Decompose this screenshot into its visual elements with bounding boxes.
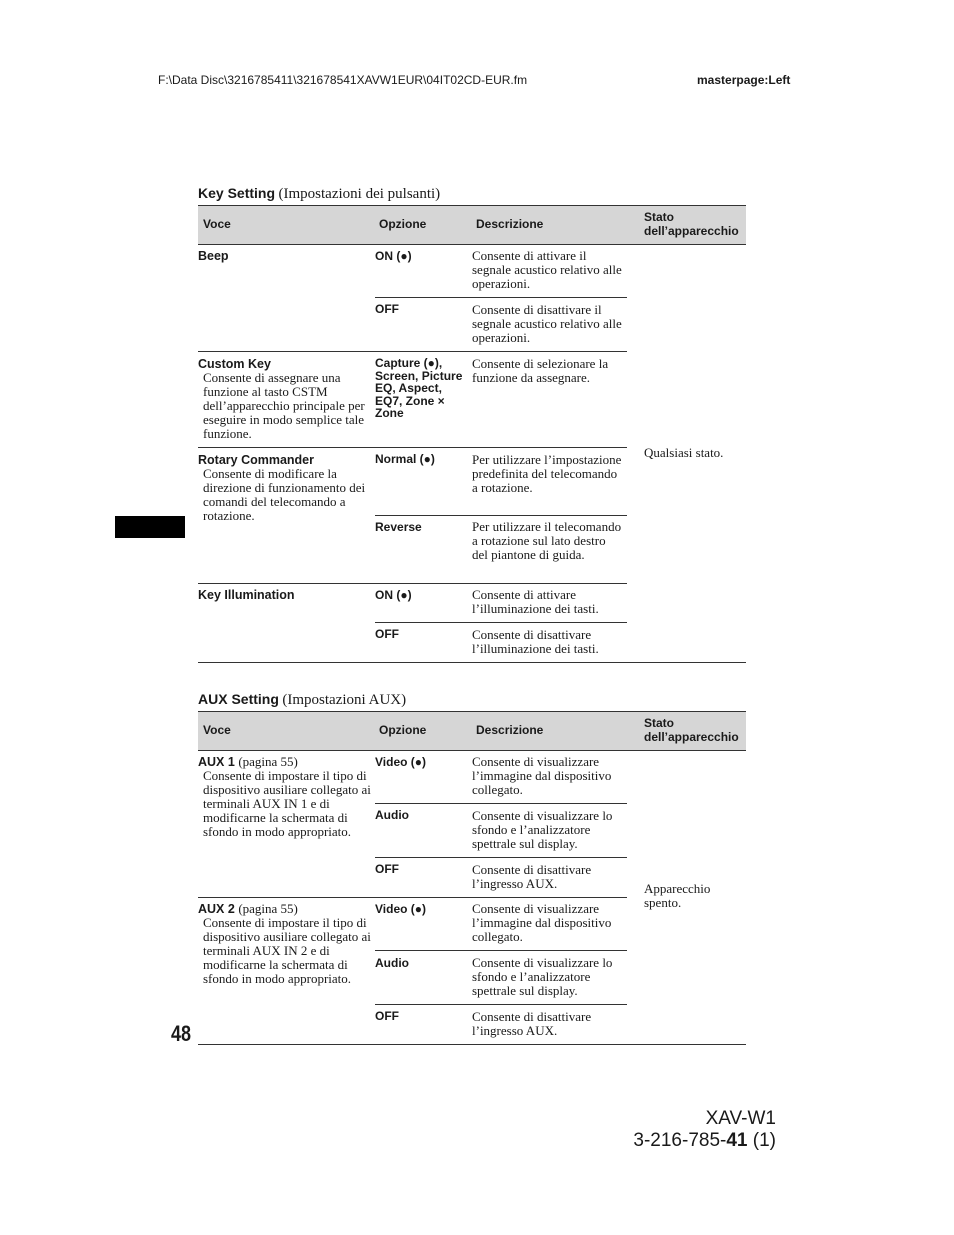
item-custom-key: Custom Key: [198, 357, 271, 371]
item-description: Consente di impostare il tipo di dispositivo ausiliare collegato ai terminali AUX IN 2 e di modificarne la schermata di sfondo in modo appropriato.: [203, 915, 371, 986]
option-desc: Consente di selezionare la funzione da assegnare.: [472, 356, 609, 385]
option-label: Video (●): [375, 755, 427, 769]
section-subtitle: (Impostazioni AUX): [282, 692, 407, 708]
option-desc: Consente di attivare l’illuminazione dei tasti.: [472, 587, 599, 616]
option-desc: Consente di visualizzare l’immagine dal dispositivo collegato.: [472, 901, 612, 944]
option-label: ON (●): [375, 588, 412, 602]
option-label: Capture (●), Screen, Picture EQ, Aspect, EQ7, Zone × Zone: [375, 356, 463, 420]
row-divider: [375, 857, 627, 858]
item-title: AUX 1: [198, 755, 235, 769]
item-key-illumination: Key Illumination: [198, 588, 295, 602]
option-label: Audio: [375, 808, 409, 822]
row-divider: [198, 351, 627, 352]
option-label: Reverse: [375, 520, 422, 534]
state-value: Qualsiasi stato.: [644, 445, 724, 460]
col-descrizione: Descrizione: [476, 723, 544, 737]
row-divider: [375, 515, 627, 516]
item-aux-2: [198, 902, 298, 916]
model-name: XAV-W1: [705, 1108, 776, 1129]
item-title: AUX 2: [198, 902, 235, 916]
section-title-bold: Key Setting: [198, 185, 276, 201]
aux-setting-title: [198, 691, 406, 709]
option-label: OFF: [375, 1009, 399, 1023]
model-info: [633, 1108, 776, 1152]
option-label: Video (●): [375, 902, 427, 916]
item-rotary-commander: Rotary Commander: [198, 453, 314, 467]
key-setting-table-header: [198, 205, 746, 245]
section-subtitle: (Impostazioni dei pulsanti): [278, 186, 441, 202]
model-code-bold: 41: [726, 1130, 748, 1151]
option-desc: Consente di visualizzare l’immagine dal dispositivo collegato.: [472, 754, 612, 797]
model-code-suffix: (1): [747, 1130, 776, 1151]
section-title-bold: AUX Setting: [198, 691, 279, 707]
col-opzione: Opzione: [379, 217, 427, 231]
table-bottom-rule: [198, 662, 746, 663]
masterpage-label: masterpage:Left: [697, 73, 791, 87]
option-label: ON (●): [375, 249, 412, 263]
item-beep: Beep: [198, 249, 229, 263]
option-label: OFF: [375, 627, 399, 641]
item-description: Consente di modificare la direzione di funzionamento dei comandi del telecomando a rotazione.: [203, 466, 366, 523]
option-desc: Consente di visualizzare lo sfondo e l’analizzatore spettrale sul display.: [472, 955, 613, 998]
page-number: 48: [171, 1021, 192, 1046]
model-code-prefix: 3-216-785-: [633, 1130, 727, 1151]
state-value: Apparecchio spento.: [644, 881, 711, 910]
option-desc: Consente di disattivare il segnale acustico relativo alle operazioni.: [472, 302, 622, 345]
page-reference: (pagina 55): [238, 901, 298, 916]
col-voce: Voce: [203, 723, 231, 737]
option-desc: Per utilizzare l’impostazione predefinita del telecomando a rotazione.: [472, 452, 622, 495]
row-divider: [375, 622, 627, 623]
item-aux-1: [198, 755, 298, 769]
col-stato: Stato dell’apparecchio: [644, 716, 739, 744]
col-stato: Stato dell’apparecchio: [644, 210, 739, 238]
aux-setting-table-header: [198, 711, 746, 751]
row-divider: [375, 950, 627, 951]
row-divider: [198, 447, 627, 448]
file-path-header: F:\Data Disc\3216785411\321678541XAVW1EUR\04IT02CD-EUR.fm: [158, 73, 528, 87]
model-code: [633, 1130, 776, 1152]
col-descrizione: Descrizione: [476, 217, 544, 231]
page-reference: (pagina 55): [238, 754, 298, 769]
row-divider: [375, 297, 627, 298]
row-divider: [375, 803, 627, 804]
col-voce: Voce: [203, 217, 231, 231]
option-desc: Consente di disattivare l’ingresso AUX.: [472, 862, 592, 891]
row-divider: [198, 897, 627, 898]
table-bottom-rule: [198, 1044, 746, 1045]
option-desc: Per utilizzare il telecomando a rotazione sul lato destro del piantone di guida.: [472, 519, 622, 562]
option-desc: Consente di disattivare l’ingresso AUX.: [472, 1009, 592, 1038]
option-label: Normal (●): [375, 452, 435, 466]
option-desc: Consente di visualizzare lo sfondo e l’analizzatore spettrale sul display.: [472, 808, 613, 851]
option-desc: Consente di disattivare l’illuminazione dei tasti.: [472, 627, 599, 656]
option-label: Audio: [375, 956, 409, 970]
option-desc: Consente di attivare il segnale acustico relativo alle operazioni.: [472, 248, 622, 291]
row-divider: [198, 583, 627, 584]
item-description: Consente di impostare il tipo di dispositivo ausiliare collegato ai terminali AUX IN 1 e di modificarne la schermata di sfondo in modo appropriato.: [203, 768, 371, 839]
chapter-tab-marker: [115, 516, 185, 538]
item-description: Consente di assegnare una funzione al tasto CSTM dell’apparecchio principale per eseguire in modo semplice tale funzione.: [203, 370, 365, 441]
col-opzione: Opzione: [379, 723, 427, 737]
option-label: OFF: [375, 302, 399, 316]
option-label: OFF: [375, 862, 399, 876]
key-setting-title: [198, 185, 440, 203]
row-divider: [375, 1004, 627, 1005]
